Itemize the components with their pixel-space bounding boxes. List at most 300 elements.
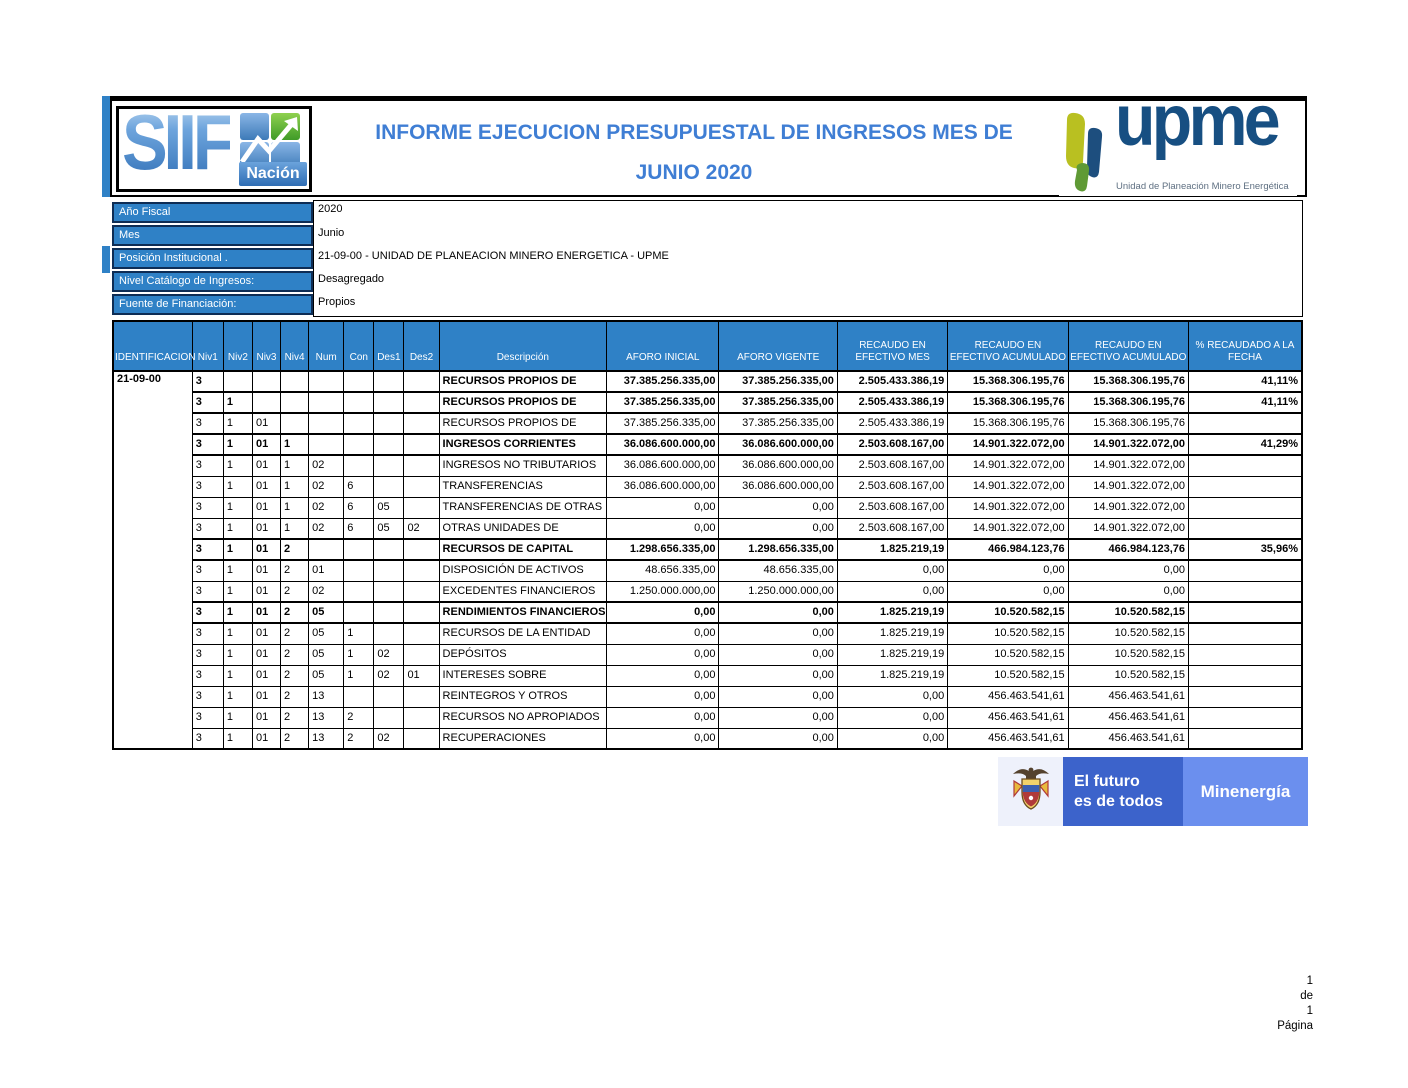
table-cell: 01 <box>252 581 280 602</box>
table-cell: 37.385.256.335,00 <box>719 392 837 413</box>
table-cell: 0,00 <box>837 560 947 581</box>
table-cell: 01 <box>252 707 280 728</box>
table-cell: 01 <box>252 560 280 581</box>
table-cell: 2 <box>281 539 309 560</box>
table-cell: 0,00 <box>607 497 719 518</box>
left-margin-bar <box>102 96 110 197</box>
table-cell: RECURSOS PROPIOS DE <box>439 392 607 413</box>
table-cell: 0,00 <box>719 602 837 623</box>
table-cell: 1.250.000.000,00 <box>607 581 719 602</box>
table-cell: 35,96% <box>1189 539 1302 560</box>
table-cell: 14.901.322.072,00 <box>948 455 1068 476</box>
table-cell: 3 <box>192 686 223 707</box>
table-cell: 1 <box>223 392 252 413</box>
table-cell: 1 <box>223 623 252 644</box>
table-cell: 14.901.322.072,00 <box>948 476 1068 497</box>
table-cell: 48.656.335,00 <box>719 560 837 581</box>
table-cell: 01 <box>252 497 280 518</box>
table-cell: 0,00 <box>719 518 837 539</box>
table-cell: 1 <box>223 434 252 455</box>
page-title-line1: INFORME EJECUCION PRESUPUESTAL DE INGRESOS MES DE <box>375 121 1013 144</box>
table-cell: 10.520.582,15 <box>1068 602 1188 623</box>
table-cell: 2 <box>281 686 309 707</box>
table-cell <box>404 707 439 728</box>
table-cell: 13 <box>309 707 344 728</box>
table-cell: 05 <box>309 602 344 623</box>
table-cell: 10.520.582,15 <box>948 623 1068 644</box>
siif-nacion-logo <box>116 106 312 192</box>
meta-value-mes: Junio <box>318 227 345 239</box>
page-counter-line3: 1 <box>1306 1005 1313 1017</box>
table-cell <box>404 623 439 644</box>
table-cell: 15.368.306.195,76 <box>1068 392 1188 413</box>
table-cell: 05 <box>374 497 404 518</box>
table-row <box>113 455 1302 476</box>
table-cell <box>404 581 439 602</box>
table-cell <box>404 560 439 581</box>
table-cell: 10.520.582,15 <box>1068 665 1188 686</box>
siif-logo-text: SIIF <box>122 106 230 188</box>
table-cell: 01 <box>252 476 280 497</box>
table-row <box>113 497 1302 518</box>
table-cell: 0,00 <box>607 707 719 728</box>
table-cell: 3 <box>192 623 223 644</box>
table-cell: 1.825.219,19 <box>837 602 947 623</box>
column-header: Niv1 <box>192 321 223 371</box>
table-cell: 2.505.433.386,19 <box>837 413 947 434</box>
table-cell <box>404 413 439 434</box>
table-cell <box>309 539 344 560</box>
column-header: AFORO VIGENTE <box>719 321 837 371</box>
table-cell: 1.298.656.335,00 <box>719 539 837 560</box>
table-cell: REINTEGROS Y OTROS <box>439 686 607 707</box>
table-row <box>113 581 1302 602</box>
upme-logo <box>1059 81 1297 196</box>
table-cell <box>1189 686 1302 707</box>
table-cell: 05 <box>309 644 344 665</box>
el-futuro-block <box>1063 757 1183 826</box>
table-cell: 01 <box>252 539 280 560</box>
table-cell: 3 <box>192 497 223 518</box>
table-row <box>113 602 1302 623</box>
table-cell: 0,00 <box>1068 560 1188 581</box>
meta-value-nivel-catalogo: Desagregado <box>318 273 385 285</box>
table-cell: 41,11% <box>1189 392 1302 413</box>
minenergia-block <box>1183 757 1308 826</box>
table-cell: 14.901.322.072,00 <box>1068 455 1188 476</box>
table-cell: 0,00 <box>607 665 719 686</box>
table-cell: 36.086.600.000,00 <box>607 455 719 476</box>
table-cell: 1.825.219,19 <box>837 539 947 560</box>
table-cell: 3 <box>192 476 223 497</box>
table-cell: 02 <box>374 728 404 749</box>
table-cell: RECURSOS DE LA ENTIDAD <box>439 623 607 644</box>
table-cell: 1 <box>281 476 309 497</box>
table-cell: 14.901.322.072,00 <box>1068 497 1188 518</box>
table-cell <box>404 686 439 707</box>
table-cell <box>374 392 404 413</box>
table-cell <box>1189 455 1302 476</box>
table-cell: 1 <box>281 518 309 539</box>
column-header: AFORO INICIAL <box>607 321 719 371</box>
table-cell: 14.901.322.072,00 <box>1068 518 1188 539</box>
table-cell: 2 <box>281 623 309 644</box>
meta-label-posicion-institucional: Posición Institucional . <box>112 248 313 269</box>
table-row <box>113 476 1302 497</box>
table-cell: 41,29% <box>1189 434 1302 455</box>
table-cell: 1 <box>223 665 252 686</box>
table-cell: 1 <box>281 455 309 476</box>
table-cell: 2.503.608.167,00 <box>837 497 947 518</box>
table-cell: 0,00 <box>719 644 837 665</box>
table-cell: 0,00 <box>719 686 837 707</box>
table-cell <box>374 455 404 476</box>
table-cell: 2 <box>344 707 374 728</box>
table-body <box>113 371 1302 749</box>
table-cell <box>374 371 404 392</box>
table-head <box>113 321 1302 371</box>
report-table <box>112 320 1303 750</box>
column-header: Con <box>344 321 374 371</box>
table-cell: 1 <box>223 518 252 539</box>
table-cell: 1 <box>223 455 252 476</box>
table-cell: 02 <box>309 497 344 518</box>
table-cell: 456.463.541,61 <box>948 728 1068 749</box>
table-cell: 0,00 <box>837 686 947 707</box>
table-cell: 466.984.123,76 <box>948 539 1068 560</box>
table-cell: 02 <box>309 476 344 497</box>
table-cell: 0,00 <box>948 581 1068 602</box>
table-cell: 3 <box>192 371 223 392</box>
table-cell <box>374 413 404 434</box>
table-cell: 1 <box>223 644 252 665</box>
table-row <box>113 434 1302 455</box>
report-header <box>110 81 1307 197</box>
table-cell: 0,00 <box>719 623 837 644</box>
table-cell: 1 <box>223 602 252 623</box>
table-cell: 2 <box>281 644 309 665</box>
table-cell: INGRESOS NO TRIBUTARIOS <box>439 455 607 476</box>
table-cell: 0,00 <box>837 707 947 728</box>
meta-label-ano-fiscal: Año Fiscal <box>112 202 313 223</box>
table-cell: 36.086.600.000,00 <box>719 434 837 455</box>
meta-label-fuente-financiacion: Fuente de Financiación: <box>112 294 313 315</box>
table-cell: 0,00 <box>719 665 837 686</box>
minenergia-label: Minenergía <box>1200 781 1291 801</box>
table-cell: 0,00 <box>607 518 719 539</box>
table-cell <box>374 686 404 707</box>
table-cell: 3 <box>192 434 223 455</box>
table-cell: 10.520.582,15 <box>1068 644 1188 665</box>
table-cell: 2 <box>344 728 374 749</box>
table-cell: 0,00 <box>1068 581 1188 602</box>
table-cell: 456.463.541,61 <box>1068 686 1188 707</box>
table-cell: DEPÓSITOS <box>439 644 607 665</box>
table-cell: 05 <box>374 518 404 539</box>
table-cell: 0,00 <box>719 497 837 518</box>
table-cell: 01 <box>252 455 280 476</box>
table-cell <box>344 455 374 476</box>
table-cell <box>344 602 374 623</box>
column-header: Des2 <box>404 321 439 371</box>
table-cell <box>1189 476 1302 497</box>
table-cell: 01 <box>252 623 280 644</box>
table-cell <box>1189 497 1302 518</box>
table-cell <box>344 539 374 560</box>
table-cell: 0,00 <box>607 623 719 644</box>
meta-value-fuente-financiacion: Propios <box>318 296 356 308</box>
table-cell: 1 <box>223 476 252 497</box>
table-cell: 0,00 <box>837 581 947 602</box>
table-cell: 05 <box>309 623 344 644</box>
left-margin-bar-small <box>102 246 110 273</box>
slogan-line1: El futuro <box>1074 772 1140 790</box>
table-cell: RECURSOS PROPIOS DE <box>439 413 607 434</box>
table-cell: 3 <box>192 560 223 581</box>
table-row <box>113 371 1302 392</box>
table-cell: 02 <box>404 518 439 539</box>
table-cell <box>281 392 309 413</box>
table-cell <box>1189 518 1302 539</box>
table-cell <box>1189 560 1302 581</box>
table-cell: 36.086.600.000,00 <box>607 476 719 497</box>
table-row <box>113 560 1302 581</box>
column-header: Niv3 <box>252 321 280 371</box>
table-cell: 1 <box>281 434 309 455</box>
table-cell: 3 <box>192 413 223 434</box>
table-cell: TRANSFERENCIAS DE OTRAS <box>439 497 607 518</box>
table-cell: 36.086.600.000,00 <box>719 455 837 476</box>
table-cell <box>1189 602 1302 623</box>
column-header: Niv4 <box>281 321 309 371</box>
table-cell: 2 <box>281 728 309 749</box>
table-row <box>113 707 1302 728</box>
table-cell: 13 <box>309 728 344 749</box>
table-cell: 1 <box>223 413 252 434</box>
table-cell: 1 <box>344 644 374 665</box>
table-cell <box>344 581 374 602</box>
table-cell: RECURSOS PROPIOS DE <box>439 371 607 392</box>
table-row <box>113 686 1302 707</box>
table-cell: 2.503.608.167,00 <box>837 518 947 539</box>
table-row <box>113 665 1302 686</box>
table-cell: 01 <box>252 686 280 707</box>
table-cell: 15.368.306.195,76 <box>948 371 1068 392</box>
table-cell: 456.463.541,61 <box>948 707 1068 728</box>
table-row <box>113 623 1302 644</box>
table-cell: 6 <box>344 518 374 539</box>
table-cell <box>374 623 404 644</box>
government-footer <box>998 757 1308 826</box>
table-cell: 0,00 <box>607 686 719 707</box>
table-cell: 3 <box>192 728 223 749</box>
table-cell: 2.503.608.167,00 <box>837 476 947 497</box>
table-row <box>113 728 1302 749</box>
page-counter <box>1245 974 1313 1034</box>
column-header: % RECAUDADO A LA FECHA <box>1189 321 1302 371</box>
colombia-crest-block <box>998 757 1063 826</box>
table-cell: OTRAS UNIDADES DE <box>439 518 607 539</box>
table-cell: 01 <box>252 644 280 665</box>
column-header: Niv2 <box>223 321 252 371</box>
table-cell: 2 <box>281 602 309 623</box>
table-row <box>113 413 1302 434</box>
table-cell <box>1189 707 1302 728</box>
table-cell: 02 <box>309 581 344 602</box>
column-header: Des1 <box>374 321 404 371</box>
table-cell <box>344 371 374 392</box>
table-cell <box>344 413 374 434</box>
table-cell: 466.984.123,76 <box>1068 539 1188 560</box>
page-counter-line4: Página <box>1277 1020 1313 1032</box>
table-cell: 2 <box>281 581 309 602</box>
table-cell: 1.825.219,19 <box>837 623 947 644</box>
table-cell: 2 <box>281 707 309 728</box>
table-cell: RECURSOS DE CAPITAL <box>439 539 607 560</box>
table-cell: DISPOSICIÓN DE ACTIVOS <box>439 560 607 581</box>
table-cell: 01 <box>252 518 280 539</box>
table-cell: 1 <box>223 539 252 560</box>
table-cell <box>374 560 404 581</box>
table-cell: 15.368.306.195,76 <box>1068 413 1188 434</box>
column-header: RECAUDO EN EFECTIVO MES <box>837 321 947 371</box>
table-row <box>113 518 1302 539</box>
table-cell <box>404 455 439 476</box>
table-cell: 1.298.656.335,00 <box>607 539 719 560</box>
table-cell <box>404 539 439 560</box>
table-cell <box>1189 581 1302 602</box>
table-cell: 48.656.335,00 <box>607 560 719 581</box>
table-cell: EXCEDENTES FINANCIEROS <box>439 581 607 602</box>
table-cell: 14.901.322.072,00 <box>948 434 1068 455</box>
identification-cell: 21-09-00 <box>113 371 192 749</box>
table-cell: 37.385.256.335,00 <box>719 371 837 392</box>
table-cell <box>1189 728 1302 749</box>
table-cell <box>309 434 344 455</box>
table-cell: 01 <box>252 728 280 749</box>
table-cell: 2.503.608.167,00 <box>837 455 947 476</box>
table-cell: 456.463.541,61 <box>948 686 1068 707</box>
table-cell <box>309 371 344 392</box>
table-cell: 0,00 <box>948 560 1068 581</box>
table-cell <box>374 707 404 728</box>
table-cell: 02 <box>309 518 344 539</box>
table-cell: 2 <box>281 665 309 686</box>
table-cell <box>344 686 374 707</box>
column-header: RECAUDO EN EFECTIVO ACUMULADO <box>948 321 1068 371</box>
table-cell: 3 <box>192 665 223 686</box>
column-header: IDENTIFICACION <box>113 321 192 371</box>
table-row <box>113 644 1302 665</box>
siif-nacion-label: Nación <box>239 162 307 186</box>
meta-value-posicion-institucional: 21-09-00 - UNIDAD DE PLANEACION MINERO ENERGETICA - UPME <box>318 250 669 262</box>
meta-label-mes: Mes <box>112 225 313 246</box>
table-cell: 0,00 <box>719 728 837 749</box>
table-cell: 14.901.322.072,00 <box>1068 476 1188 497</box>
table-cell: 456.463.541,61 <box>1068 707 1188 728</box>
page-counter-line1: 1 <box>1306 975 1313 987</box>
table-cell <box>344 560 374 581</box>
table-cell: 01 <box>252 434 280 455</box>
table-cell: 6 <box>344 476 374 497</box>
table-cell: 15.368.306.195,76 <box>948 392 1068 413</box>
table-cell: 37.385.256.335,00 <box>607 392 719 413</box>
table-cell: 10.520.582,15 <box>948 665 1068 686</box>
table-cell: 3 <box>192 518 223 539</box>
table-cell <box>374 434 404 455</box>
table-cell <box>1189 665 1302 686</box>
table-cell: 36.086.600.000,00 <box>719 476 837 497</box>
table-cell: 01 <box>309 560 344 581</box>
table-cell: 3 <box>192 602 223 623</box>
table-cell: 0,00 <box>607 602 719 623</box>
table-cell <box>374 602 404 623</box>
table-cell <box>309 392 344 413</box>
table-cell: RECUPERACIONES <box>439 728 607 749</box>
table-cell: 01 <box>252 602 280 623</box>
column-header: Num <box>309 321 344 371</box>
table-cell: 1 <box>223 497 252 518</box>
table-cell: 37.385.256.335,00 <box>607 371 719 392</box>
table-row <box>113 539 1302 560</box>
table-cell: 02 <box>309 455 344 476</box>
table-cell <box>344 392 374 413</box>
page-counter-line2: de <box>1300 990 1313 1002</box>
table-cell: 01 <box>252 665 280 686</box>
table-cell: 1.825.219,19 <box>837 665 947 686</box>
table-cell: 1 <box>223 686 252 707</box>
table-cell: 3 <box>192 392 223 413</box>
table-cell: 1 <box>223 581 252 602</box>
table-cell: 02 <box>374 644 404 665</box>
table-cell <box>404 728 439 749</box>
table-cell: 1 <box>344 665 374 686</box>
table-cell: 37.385.256.335,00 <box>719 413 837 434</box>
table-cell <box>1189 644 1302 665</box>
table-cell: INTERESES SOBRE <box>439 665 607 686</box>
table-cell <box>1189 413 1302 434</box>
table-cell <box>404 392 439 413</box>
table-cell: 3 <box>192 707 223 728</box>
table-cell: 41,11% <box>1189 371 1302 392</box>
upme-tagline: Unidad de Planeación Minero Energética <box>1116 181 1289 192</box>
table-cell: 15.368.306.195,76 <box>1068 371 1188 392</box>
column-header: RECAUDO EN EFECTIVO ACUMULADO <box>1068 321 1188 371</box>
table-cell: 1 <box>281 497 309 518</box>
table-cell: 2 <box>281 560 309 581</box>
table-cell <box>374 581 404 602</box>
table-cell: 2.505.433.386,19 <box>837 392 947 413</box>
table-cell: 3 <box>192 539 223 560</box>
table-cell: 14.901.322.072,00 <box>948 518 1068 539</box>
upme-leaf-icon <box>1061 110 1115 194</box>
table-cell <box>404 602 439 623</box>
table-cell <box>252 392 280 413</box>
colombia-coat-of-arms-icon <box>1009 765 1053 819</box>
page-title <box>324 113 1064 193</box>
table-cell <box>404 434 439 455</box>
meta-label-nivel-catalogo: Nivel Catálogo de Ingresos: <box>112 271 313 292</box>
table-cell: 1 <box>344 623 374 644</box>
table-cell: 3 <box>192 455 223 476</box>
table-cell <box>344 434 374 455</box>
table-cell <box>223 371 252 392</box>
table-cell: 3 <box>192 644 223 665</box>
table-cell: TRANSFERENCIAS <box>439 476 607 497</box>
table-cell: 10.520.582,15 <box>948 602 1068 623</box>
table-row <box>113 392 1302 413</box>
table-cell <box>1189 623 1302 644</box>
